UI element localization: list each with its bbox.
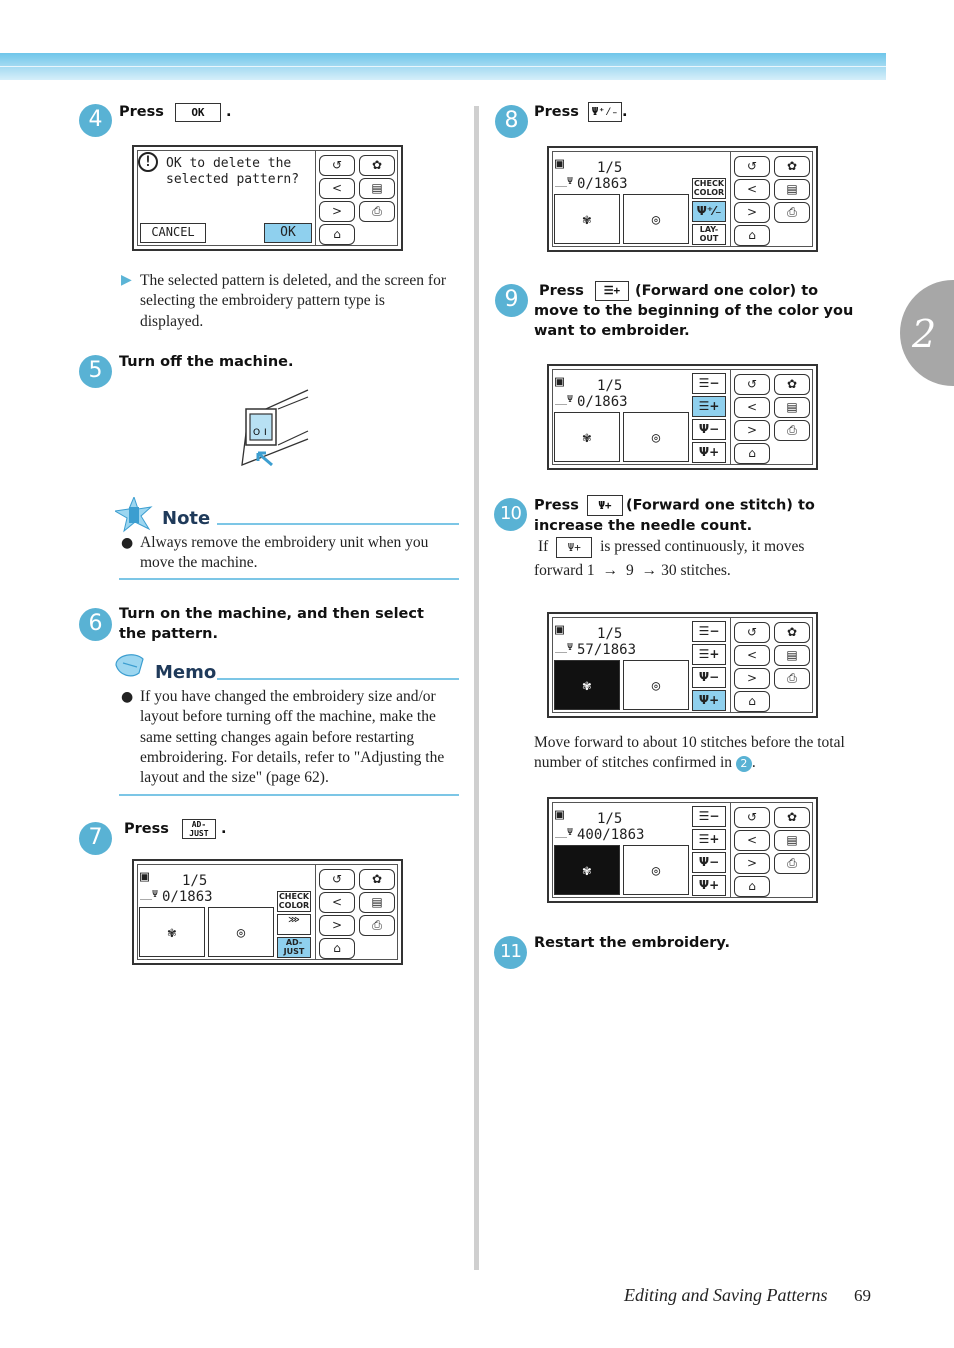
arrow-icon: → <box>641 562 658 579</box>
screen-separator <box>730 151 731 247</box>
step-4-badge: 4 <box>79 104 112 137</box>
step-10-forward-note <box>534 561 731 581</box>
stitch-mode-button[interactable]: ⋙ <box>277 914 311 935</box>
period: . <box>226 104 232 120</box>
step-6-badge: 6 <box>79 608 112 641</box>
right-key-icon[interactable]: > <box>319 915 355 936</box>
forward-color-key-icon[interactable]: ☰+ <box>595 281 629 301</box>
settings-key-icon[interactable]: ⎙ <box>359 915 395 936</box>
embroidery-key-icon[interactable]: ✿ <box>774 807 810 828</box>
memory-key-icon[interactable]: ▤ <box>774 645 810 666</box>
result-arrow-icon: ▶ <box>121 273 132 288</box>
embroidery-key-icon[interactable]: ✿ <box>774 156 810 177</box>
embroidery-screen-step10b <box>547 797 818 903</box>
back-key-icon[interactable]: ↺ <box>319 155 355 176</box>
memory-key-icon[interactable]: ▤ <box>774 397 810 418</box>
right-key-icon[interactable]: > <box>734 853 770 874</box>
svg-text:I: I <box>264 428 267 438</box>
pattern-preview-pane: ✾ <box>554 660 620 710</box>
forward-color-button[interactable]: ☰+ <box>692 396 726 417</box>
right-key-icon[interactable]: > <box>319 201 355 222</box>
step-reference-badge: 2 <box>736 756 752 772</box>
left-key-icon[interactable]: < <box>734 179 770 200</box>
note-title: Note <box>162 508 211 529</box>
back-key-icon[interactable]: ↺ <box>734 374 770 395</box>
note-rule-bottom <box>119 578 459 580</box>
step-9-instruction <box>534 281 864 341</box>
memo-rule-bottom <box>119 794 459 796</box>
forward-end: 30 stitches. <box>661 562 731 579</box>
step-10-text: (Forward one stitch) to increase the needle count. <box>534 497 815 534</box>
memo-bullet: ● <box>121 689 134 705</box>
back-stitch-button[interactable]: Ψ− <box>692 852 726 873</box>
machine-icon: ▣ <box>555 372 565 390</box>
forward-color-button[interactable]: ☰+ <box>692 829 726 850</box>
machine-icon: ▣ <box>555 805 565 823</box>
pattern-detail-pane: ◎ <box>623 660 689 710</box>
stitch-navigation-key-icon[interactable]: Ψ⁺⁄₋ <box>588 102 622 122</box>
adjust-key-icon[interactable]: AD-JUST <box>182 819 216 839</box>
step-10-instruction <box>534 495 864 536</box>
pattern-detail-pane: ◎ <box>623 412 689 462</box>
pattern-preview-pane: ✾ <box>554 194 620 244</box>
step-11-badge: 11 <box>494 936 527 969</box>
memory-key-icon[interactable]: ▤ <box>774 179 810 200</box>
memory-key-icon[interactable]: ▤ <box>774 830 810 851</box>
forward-stitch-key-icon[interactable]: Ψ+ <box>587 495 623 516</box>
embroidery-key-icon[interactable]: ✿ <box>359 869 395 890</box>
pattern-preview-pane: ✾ <box>139 907 205 957</box>
press-label: Press <box>539 283 584 299</box>
machine-icon: ▣ <box>140 867 150 885</box>
right-key-icon[interactable]: > <box>734 668 770 689</box>
settings-key-icon[interactable]: ⎙ <box>774 853 810 874</box>
embroidery-key-icon[interactable]: ✿ <box>359 155 395 176</box>
left-key-icon[interactable]: < <box>319 178 355 199</box>
note-bullet: ● <box>121 535 134 551</box>
power-switch-illustration <box>236 387 312 469</box>
step-10-continuous-note <box>538 537 804 558</box>
right-key-icon[interactable]: > <box>734 420 770 441</box>
help-key-icon[interactable]: ⌂ <box>734 443 770 464</box>
stitch-counter: 0/1863 <box>162 889 213 905</box>
settings-key-icon[interactable]: ⎙ <box>774 668 810 689</box>
stitch-counter: 57/1863 <box>577 642 637 658</box>
machine-icon: ▣ <box>555 620 565 638</box>
embroidery-screen-step7 <box>132 859 403 965</box>
step-9-text: (Forward one color) to move to the beginning of the color you want to embroider. <box>534 283 854 339</box>
needle-icon: __Ψ <box>555 176 574 187</box>
chapter-number: 2 <box>912 312 937 356</box>
note-rule-top <box>217 523 459 525</box>
memory-key-icon[interactable]: ▤ <box>359 892 395 913</box>
check-color-button[interactable]: CHECK COLOR <box>693 179 725 197</box>
delete-confirm-screen <box>132 145 403 251</box>
embroidery-screen-step9 <box>547 364 818 470</box>
memo-text: If you have changed the embroidery size and/or layout before turning off the machine, make the same setting changes again before restarting embroidering. For details, refer to "Adjusting the layout and the size" (page 62). <box>140 688 445 787</box>
settings-key-icon[interactable]: ⎙ <box>359 201 395 222</box>
adjust-button[interactable]: AD-JUST <box>277 937 311 958</box>
move-forward-text: Move forward to about 10 stitches before the total number of stitches confirmed in <box>534 734 845 772</box>
back-stitch-button[interactable]: Ψ− <box>692 419 726 440</box>
back-stitch-button[interactable]: Ψ− <box>692 667 726 688</box>
move-forward-note <box>534 733 864 774</box>
period: . <box>221 821 227 837</box>
step-5-title: Turn off the machine. <box>119 354 294 370</box>
color-counter: 1/5 <box>597 811 623 827</box>
forward-color-button[interactable]: ☰+ <box>692 644 726 665</box>
forward-stitch-button[interactable]: Ψ+ <box>692 690 726 711</box>
help-key-icon[interactable]: ⌂ <box>319 938 355 959</box>
pattern-preview-pane: ✾ <box>554 412 620 462</box>
layout-button[interactable]: LAY-OUT <box>692 224 726 245</box>
press-label: Press <box>119 104 164 120</box>
forward-mid: 9 <box>625 562 634 579</box>
arrow-icon: → <box>602 562 619 579</box>
step-10-badge: 10 <box>494 498 527 531</box>
page-number: 69 <box>854 1286 871 1305</box>
screen-separator <box>730 369 731 465</box>
ok-key-icon[interactable]: OK <box>175 103 221 122</box>
step-5-badge: 5 <box>79 355 112 388</box>
needle-icon: __Ψ <box>555 642 574 653</box>
screen-separator <box>730 802 731 898</box>
header-bar-line <box>0 66 886 67</box>
warning-icon: ! <box>138 152 158 172</box>
press-label: Press <box>534 497 579 514</box>
ok-button[interactable]: OK <box>264 223 312 243</box>
help-key-icon[interactable]: ⌂ <box>319 224 355 245</box>
step-7-badge: 7 <box>79 822 112 855</box>
footer-section: Editing and Saving Patterns <box>624 1285 828 1305</box>
left-key-icon[interactable]: < <box>734 645 770 666</box>
forward-stitch-key-icon[interactable]: Ψ+ <box>556 537 592 558</box>
embroidery-screen-step8 <box>547 146 818 252</box>
step-8-badge: 8 <box>495 105 528 138</box>
back-color-button[interactable]: ☰− <box>692 621 726 642</box>
memo-icon <box>113 651 147 681</box>
left-key-icon[interactable]: < <box>734 397 770 418</box>
delete-message-line1: OK to delete the <box>166 156 292 171</box>
pattern-detail-pane: ◎ <box>623 194 689 244</box>
stitch-counter: 0/1863 <box>577 394 628 410</box>
note-icon <box>115 497 153 533</box>
forward-text: forward 1 <box>534 562 595 579</box>
memo-title: Memo <box>155 662 217 683</box>
settings-key-icon[interactable]: ⎙ <box>774 202 810 223</box>
forward-stitch-button[interactable]: Ψ+ <box>692 875 726 896</box>
svg-text:O: O <box>253 428 261 438</box>
color-counter: 1/5 <box>597 378 623 394</box>
left-key-icon[interactable]: < <box>734 830 770 851</box>
cancel-button[interactable]: CANCEL <box>140 223 206 243</box>
step-6-title: Turn on the machine, and then select the pattern. <box>119 606 424 642</box>
delete-message-line2: selected pattern? <box>166 172 300 187</box>
stitch-counter: 0/1863 <box>577 176 628 192</box>
forward-stitch-button[interactable]: Ψ+ <box>692 442 726 463</box>
memory-key-icon[interactable]: ▤ <box>359 178 395 199</box>
back-key-icon[interactable]: ↺ <box>734 156 770 177</box>
press-label: Press <box>124 821 169 837</box>
check-color-button[interactable]: CHECK COLOR <box>278 892 310 910</box>
pattern-detail-pane: ◎ <box>623 845 689 895</box>
embroidery-key-icon[interactable]: ✿ <box>774 622 810 643</box>
right-key-icon[interactable]: > <box>734 202 770 223</box>
back-color-button[interactable]: ☰− <box>692 373 726 394</box>
back-key-icon[interactable]: ↺ <box>319 869 355 890</box>
screen-separator <box>730 617 731 713</box>
step-4-result: The selected pattern is deleted, and the screen for selecting the embroidery pattern type is displayed. <box>140 272 446 330</box>
column-divider <box>474 106 479 1270</box>
needle-icon: __Ψ <box>555 394 574 405</box>
stitch-counter: 400/1863 <box>577 827 645 843</box>
note-text: Always remove the embroidery unit when you move the machine. <box>140 534 429 572</box>
memo-rule-top <box>217 678 459 680</box>
step-9-badge: 9 <box>495 284 528 317</box>
embroidery-screen-step10a <box>547 612 818 718</box>
help-key-icon[interactable]: ⌂ <box>734 691 770 712</box>
period: . <box>751 754 756 772</box>
stitch-navigation-button[interactable]: Ψ⁺⁄₋ <box>692 201 726 222</box>
pattern-preview-pane: ✾ <box>554 845 620 895</box>
continuous-text: is pressed continuously, it moves <box>600 538 805 556</box>
color-counter: 1/5 <box>597 160 623 176</box>
back-color-button[interactable]: ☰− <box>692 806 726 827</box>
embroidery-key-icon[interactable]: ✿ <box>774 374 810 395</box>
screen-separator <box>315 864 316 960</box>
screen-separator <box>315 150 316 246</box>
if-label: If <box>538 538 549 556</box>
help-key-icon[interactable]: ⌂ <box>734 876 770 897</box>
color-counter: 1/5 <box>182 873 208 889</box>
period: . <box>621 104 628 120</box>
step-11-title: Restart the embroidery. <box>534 935 731 951</box>
step-7-instruction <box>124 819 227 839</box>
back-key-icon[interactable]: ↺ <box>734 622 770 643</box>
step-8-instruction <box>534 102 627 122</box>
needle-icon: __Ψ <box>140 889 159 900</box>
left-key-icon[interactable]: < <box>319 892 355 913</box>
press-label: Press <box>534 104 579 120</box>
pattern-detail-pane: ◎ <box>208 907 274 957</box>
settings-key-icon[interactable]: ⎙ <box>774 420 810 441</box>
step-4-instruction <box>119 102 232 122</box>
needle-icon: __Ψ <box>555 827 574 838</box>
color-counter: 1/5 <box>597 626 623 642</box>
back-key-icon[interactable]: ↺ <box>734 807 770 828</box>
machine-icon: ▣ <box>555 154 565 172</box>
help-key-icon[interactable]: ⌂ <box>734 225 770 246</box>
